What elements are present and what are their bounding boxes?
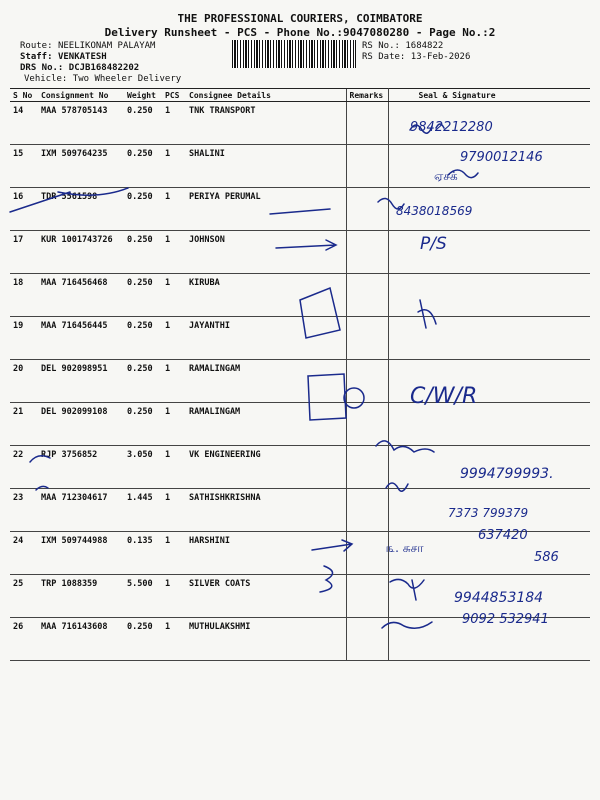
handwritten-note: 8438018569 bbox=[396, 204, 473, 218]
cell-consignee: SHALINI bbox=[186, 145, 346, 188]
staff-value: VENKATESH bbox=[57, 52, 107, 62]
drs-value: DCJB168482202 bbox=[68, 63, 140, 73]
rs-date-label: RS Date: bbox=[362, 52, 406, 62]
cell-pcs: 1 bbox=[162, 403, 186, 446]
col-consignee: Consignee Details bbox=[186, 89, 346, 102]
tick-mark bbox=[30, 456, 50, 462]
cell-pcs: 1 bbox=[162, 231, 186, 274]
col-weight: Weight bbox=[124, 89, 162, 102]
cell-consignment-no: DEL 902099108 bbox=[38, 403, 124, 446]
rs-date-value: 13-Feb-2026 bbox=[410, 52, 471, 62]
tick-mark bbox=[320, 566, 333, 592]
cell-consignment-no: IXM 509764235 bbox=[38, 145, 124, 188]
cell-pcs: 1 bbox=[162, 188, 186, 231]
drs-label: DRS No.: bbox=[20, 63, 64, 73]
route-label: Route: bbox=[20, 41, 53, 51]
cell-consignment-no: TDR 5561598 bbox=[38, 188, 124, 231]
strike-line bbox=[58, 188, 128, 195]
cell-consignment-no: MAA 716456468 bbox=[38, 274, 124, 317]
vehicle-value: Two Wheeler Delivery bbox=[72, 74, 182, 84]
cell-consignee: JAYANTHI bbox=[186, 317, 346, 360]
cell-consignee: SATHISHKRISHNA bbox=[186, 489, 346, 532]
cell-weight: 0.250 bbox=[124, 188, 162, 231]
cell-sno: 17 bbox=[10, 231, 38, 274]
signature-scribble bbox=[418, 300, 436, 328]
cell-weight: 0.250 bbox=[124, 274, 162, 317]
cell-pcs: 1 bbox=[162, 489, 186, 532]
cell-consignee: SILVER COATS bbox=[186, 575, 346, 618]
strike-line bbox=[10, 192, 70, 212]
cell-sno: 19 bbox=[10, 317, 38, 360]
cell-sno: 23 bbox=[10, 489, 38, 532]
signature-scribble bbox=[390, 579, 424, 600]
delivery-stamp-box bbox=[308, 374, 346, 420]
signature-scribble bbox=[382, 622, 432, 628]
signature-scribble bbox=[378, 198, 404, 209]
cell-consignment-no: RJP 3756852 bbox=[38, 446, 124, 489]
signature-scribble bbox=[376, 441, 434, 452]
cell-weight: 0.250 bbox=[124, 102, 162, 145]
rs-no-value: 1684822 bbox=[405, 41, 444, 51]
staff-label: Staff: bbox=[20, 52, 53, 62]
col-consignment: Consignment No bbox=[38, 89, 124, 102]
handwritten-note: 586 bbox=[534, 550, 559, 565]
cell-consignment-no: IXM 509744988 bbox=[38, 532, 124, 575]
cell-pcs: 1 bbox=[162, 360, 186, 403]
cell-consignment-no: TRP 1088359 bbox=[38, 575, 124, 618]
handwritten-note: C/W/R bbox=[410, 384, 478, 409]
col-pcs: PCS bbox=[162, 89, 186, 102]
cell-sno: 15 bbox=[10, 145, 38, 188]
cell-pcs: 1 bbox=[162, 102, 186, 145]
handwritten-note: 637420 bbox=[478, 528, 528, 543]
cell-consignment-no: MAA 712304617 bbox=[38, 489, 124, 532]
cell-weight: 0.250 bbox=[124, 317, 162, 360]
cell-consignment-no: KUR 1001743726 bbox=[38, 231, 124, 274]
arrow-line bbox=[270, 209, 330, 214]
cell-consignee: PERIYA PERUMAL bbox=[186, 188, 346, 231]
cell-pcs: 1 bbox=[162, 274, 186, 317]
handwritten-note: 9092 532941 bbox=[462, 612, 549, 627]
cell-consignment-no: DEL 902098951 bbox=[38, 360, 124, 403]
cell-sno: 14 bbox=[10, 102, 38, 145]
cell-consignee: RAMALINGAM bbox=[186, 403, 346, 446]
runsheet-subtitle: Delivery Runsheet - PCS - Phone No.:9047080280 - Page No.:2 bbox=[104, 26, 496, 39]
cell-consignment-no: MAA 716143608 bbox=[38, 618, 124, 661]
col-signature: Seal & Signature bbox=[388, 89, 590, 102]
handwritten-tamil: ௩. சுசா bbox=[386, 541, 424, 555]
cell-weight: 5.500 bbox=[124, 575, 162, 618]
cell-consignee: JOHNSON bbox=[186, 231, 346, 274]
handwritten-note: 9842212280 bbox=[410, 120, 493, 135]
route-value: NEELIKONAM PALAYAM bbox=[57, 41, 156, 51]
cell-sno: 18 bbox=[10, 274, 38, 317]
handwritten-note: 9790012146 bbox=[460, 150, 543, 165]
cell-sno: 20 bbox=[10, 360, 38, 403]
cell-weight: 0.250 bbox=[124, 145, 162, 188]
cell-sno: 26 bbox=[10, 618, 38, 661]
handwritten-note: P/S bbox=[420, 234, 447, 254]
handwritten-note: 9994799993. bbox=[460, 466, 554, 482]
handwritten-note: 7373 799379 bbox=[448, 506, 529, 520]
cell-weight: 0.250 bbox=[124, 618, 162, 661]
cell-consignee: RAMALINGAM bbox=[186, 360, 346, 403]
cell-sno: 24 bbox=[10, 532, 38, 575]
cell-sno: 22 bbox=[10, 446, 38, 489]
cell-pcs: 1 bbox=[162, 532, 186, 575]
cell-pcs: 1 bbox=[162, 446, 186, 489]
cell-consignment-no: MAA 716456445 bbox=[38, 317, 124, 360]
company-title: THE PROFESSIONAL COURIERS, COIMBATORE bbox=[177, 12, 423, 25]
col-sno: S No bbox=[10, 89, 38, 102]
cell-consignment-no: MAA 578705143 bbox=[38, 102, 124, 145]
cell-consignee: HARSHINI bbox=[186, 532, 346, 575]
cell-weight: 3.050 bbox=[124, 446, 162, 489]
cell-pcs: 1 bbox=[162, 618, 186, 661]
cell-consignee: MUTHULAKSHMI bbox=[186, 618, 346, 661]
signature-scribble bbox=[410, 124, 444, 133]
cell-sno: 21 bbox=[10, 403, 38, 446]
signature-scribble bbox=[386, 483, 408, 491]
cell-weight: 0.135 bbox=[124, 532, 162, 575]
cell-pcs: 1 bbox=[162, 145, 186, 188]
cell-consignee: TNK TRANSPORT bbox=[186, 102, 346, 145]
cell-pcs: 1 bbox=[162, 317, 186, 360]
arrow-line bbox=[276, 240, 336, 250]
delivery-stamp-box bbox=[300, 288, 340, 338]
handwritten-tamil: ஏசக் bbox=[434, 169, 458, 183]
cell-weight: 0.250 bbox=[124, 360, 162, 403]
cell-pcs: 1 bbox=[162, 575, 186, 618]
cell-consignee: KIRUBA bbox=[186, 274, 346, 317]
col-remarks: Remarks bbox=[346, 89, 388, 102]
handwritten-note: 9944853184 bbox=[454, 590, 544, 606]
cell-sno: 16 bbox=[10, 188, 38, 231]
cell-consignee: VK ENGINEERING bbox=[186, 446, 346, 489]
vehicle-label: Vehicle: bbox=[24, 74, 68, 84]
cell-weight: 0.250 bbox=[124, 403, 162, 446]
cell-weight: 1.445 bbox=[124, 489, 162, 532]
tick-mark bbox=[36, 486, 48, 490]
cell-weight: 0.250 bbox=[124, 231, 162, 274]
rs-no-label: RS No.: bbox=[362, 41, 400, 51]
cell-sno: 25 bbox=[10, 575, 38, 618]
stamp-circle bbox=[344, 388, 364, 408]
arrow-line bbox=[312, 540, 352, 551]
